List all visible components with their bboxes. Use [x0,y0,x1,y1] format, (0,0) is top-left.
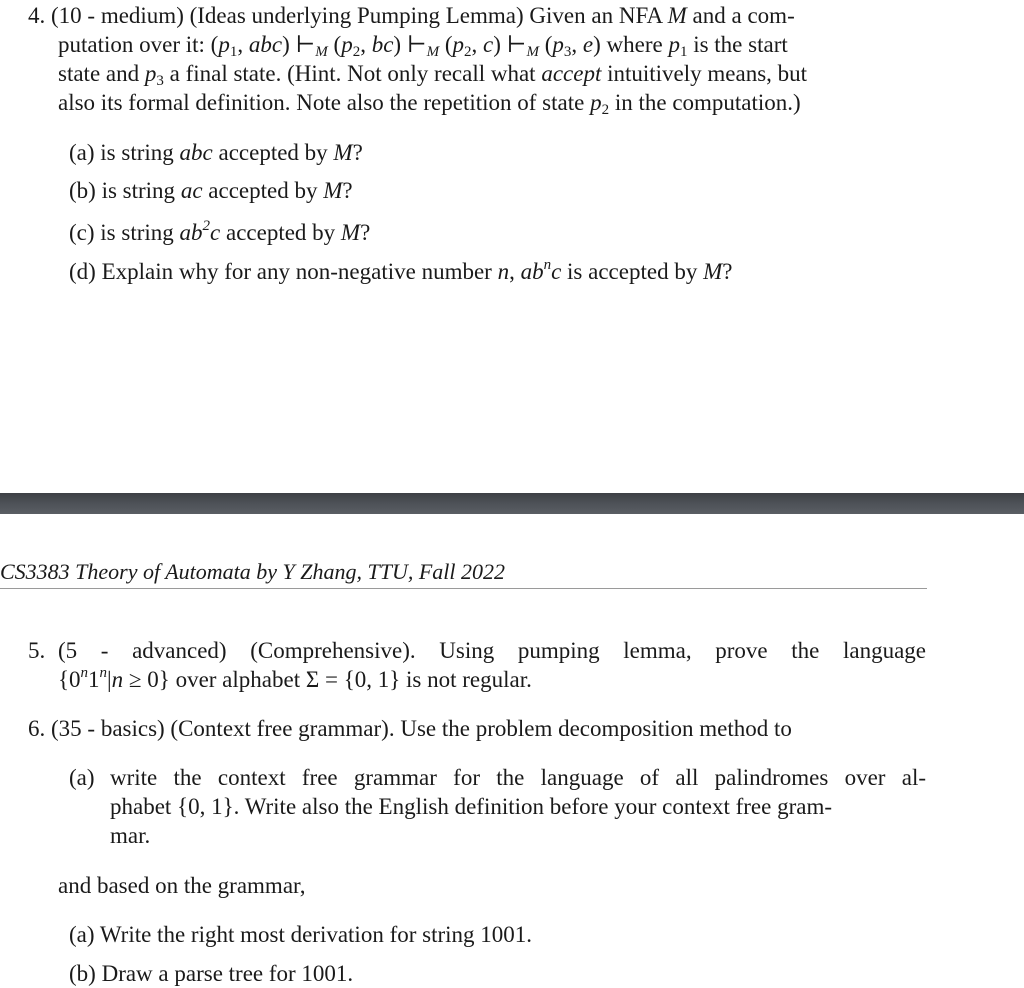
q6-sub-b [69,959,353,988]
q4-line-1 [28,1,795,30]
part-label: (b) [69,178,96,203]
q6-sub-a [69,920,532,949]
page-top [0,0,1024,493]
q4-part-d: (d) Explain why for any non-negative number n, $ab^nc$ is accepted by M? [69,257,733,284]
q6-sub-b-text: Draw a parse tree for 1001. [101,961,354,986]
q4-text: where [606,32,663,57]
q4-text: a final state. (Hint. Not only recall what [169,61,536,86]
math-p3: $p_3$ [144,61,164,89]
q4-text: also its formal definition. Note also the repetition of state [58,90,585,115]
q6-text: (35 - basics) (Context free grammar). Use the problem decomposition method to [51,716,792,741]
header-rule [0,588,927,589]
q6-part-a-label: (a) [69,765,95,790]
q4-part-c: (c) is string $ab^2c$ accepted by M? [69,218,371,245]
q4-number: 4. [28,3,46,28]
q6-line-1 [28,714,792,743]
computation: ($p_1$, abc) $⊢_M$ ($p_2$, bc) $⊢_M$ ($p_2$, c) $⊢_M$ ($p_3$, e) [210,32,601,60]
q4-text: putation over it: [58,32,205,57]
q4-text: state and [58,61,140,86]
running-header: CS3383 Theory of Automata by Y Zhang, TTU, Fall 2022 [0,559,506,584]
q4-text: in the computation.) [614,90,801,115]
q6-part-a-line-2: phabet {0, 1}. Write also the English definition before your context free gram- [110,794,833,819]
q6-part-a-line-1: write the context free grammar for the language of all palindromes over al- [110,765,926,790]
q5-line-1: (5 - advanced) (Comprehensive). Using pumping lemma, prove the language [58,638,926,663]
q4-title: (10 - medium) (Ideas underlying Pumping Lemma) Given an NFA [51,3,662,28]
q4-part-b: (b) is string ac accepted by M? [69,178,353,203]
part-label: (d) [69,259,96,284]
q4-text: and a com- [692,3,795,28]
math-p2: $p_2$ [590,90,610,118]
math-M: M [667,3,687,28]
math-p1: $p_1$ [668,32,688,60]
part-label: (b) [69,961,96,986]
q4-part-a: (a) is string abc accepted by M? [69,140,363,165]
q4-text: is the start [693,32,788,57]
q6-sub-a-text: Write the right most derivation for string 1001. [99,922,533,947]
q5-line-2: {0$^n$1$^n$|n ≥ 0} over alphabet Σ = {0, 1} is not regular. [58,665,532,692]
q4-text: intuitively means, but [607,61,808,86]
q4-line-2 [58,30,788,59]
part-label: (a) [69,922,95,947]
q4-line-3 [58,59,807,88]
q6-part-a-line-3: mar. [110,823,151,848]
page-separator [0,493,1024,514]
part-label: (c) [69,220,95,245]
q5-number: 5. [28,638,46,663]
q6-based: and based on the grammar, [58,873,306,898]
accept-emphasis: accept [541,61,602,86]
page-bottom [0,514,1024,988]
q4-line-4 [58,88,801,117]
q6-number: 6. [28,716,46,741]
part-label: (a) [69,140,95,165]
